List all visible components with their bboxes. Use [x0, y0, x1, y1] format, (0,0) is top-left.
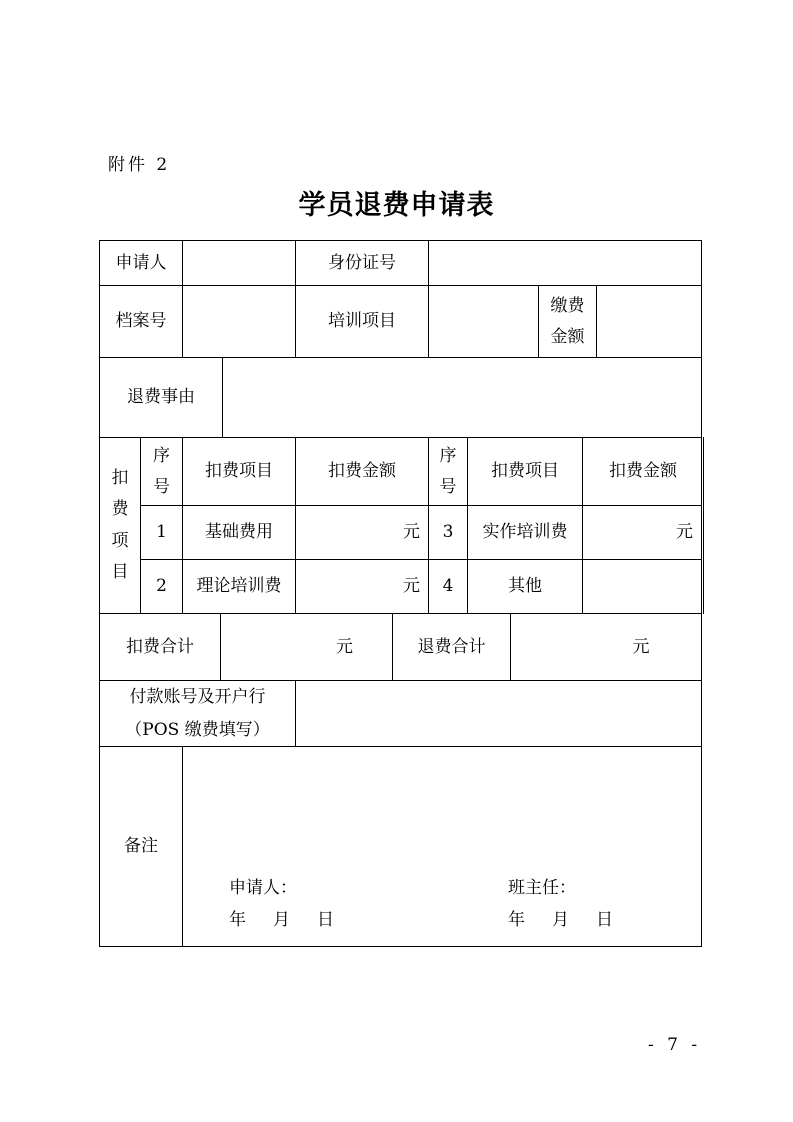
row-item: 基础费用	[205, 522, 273, 543]
account-label-line1: 付款账号及开户行	[129, 687, 266, 708]
applicant-date-line: 年 月 日	[229, 910, 335, 930]
page-number: - 7 -	[648, 1035, 702, 1055]
payment-amount-field[interactable]	[597, 286, 701, 357]
head-teacher-signature-label: 班主任：	[508, 878, 576, 898]
row-amount-field[interactable]: 元	[403, 522, 420, 543]
refund-reason-field[interactable]	[223, 358, 701, 437]
training-project-label: 培训项目	[328, 311, 396, 332]
id-number-field[interactable]	[429, 241, 701, 285]
seq-header-right	[429, 438, 467, 505]
row-seq: 2	[156, 576, 167, 597]
seq-header-char: 号	[439, 476, 457, 497]
form-title: 学员退费申请表	[298, 190, 495, 221]
remarks-label: 备注	[124, 836, 158, 857]
payment-amount-label-line2: 金额	[550, 326, 585, 347]
file-number-field[interactable]	[183, 286, 295, 357]
head-teacher-date-line: 年 月 日	[508, 910, 614, 930]
id-number-label: 身份证号	[328, 252, 396, 273]
attachment-label: 附件 2	[108, 155, 171, 175]
deduction-items-char: 目	[111, 561, 129, 582]
training-project-field[interactable]	[429, 286, 538, 357]
account-label	[100, 681, 295, 746]
row-seq: 1	[156, 522, 167, 543]
seq-header-left	[141, 438, 182, 505]
row-item: 其他	[508, 576, 542, 597]
deduction-amount-header-right: 扣费金额	[609, 461, 677, 482]
deduction-items-label	[100, 438, 140, 613]
deduction-amount-header-left: 扣费金额	[328, 461, 396, 482]
file-number-label: 档案号	[115, 311, 167, 332]
deduction-item-header-right: 扣费项目	[491, 461, 559, 482]
applicant-signature-label: 申请人：	[229, 878, 297, 898]
refund-total-field[interactable]: 元	[632, 636, 650, 657]
row-item: 实作培训费	[482, 522, 568, 543]
refund-total-label: 退费合计	[417, 636, 486, 657]
deduction-total-field[interactable]: 元	[336, 636, 353, 657]
deduction-total-label: 扣费合计	[126, 636, 194, 657]
account-label-line2: （POS 缴费填写）	[125, 719, 270, 740]
applicant-field[interactable]	[183, 241, 295, 285]
row-amount-field[interactable]: 元	[403, 576, 420, 597]
account-field[interactable]	[296, 681, 701, 746]
row-amount-field[interactable]	[583, 560, 701, 613]
applicant-label: 申请人	[115, 252, 167, 273]
refund-reason-label: 退费事由	[127, 387, 195, 408]
row-seq: 3	[442, 522, 454, 543]
seq-header-char: 序	[153, 445, 170, 466]
row-amount-field[interactable]: 元	[676, 522, 693, 543]
deduction-items-char: 项	[111, 530, 129, 551]
row-seq: 4	[442, 576, 454, 597]
seq-header-char: 号	[153, 476, 170, 497]
deduction-items-char: 费	[111, 499, 129, 520]
row-item: 理论培训费	[196, 576, 282, 597]
seq-header-char: 序	[439, 445, 457, 466]
deduction-items-char: 扣	[111, 467, 129, 488]
payment-amount-label	[539, 286, 596, 357]
deduction-item-header-left: 扣费项目	[205, 461, 273, 482]
payment-amount-label-line1: 缴费	[550, 295, 585, 316]
